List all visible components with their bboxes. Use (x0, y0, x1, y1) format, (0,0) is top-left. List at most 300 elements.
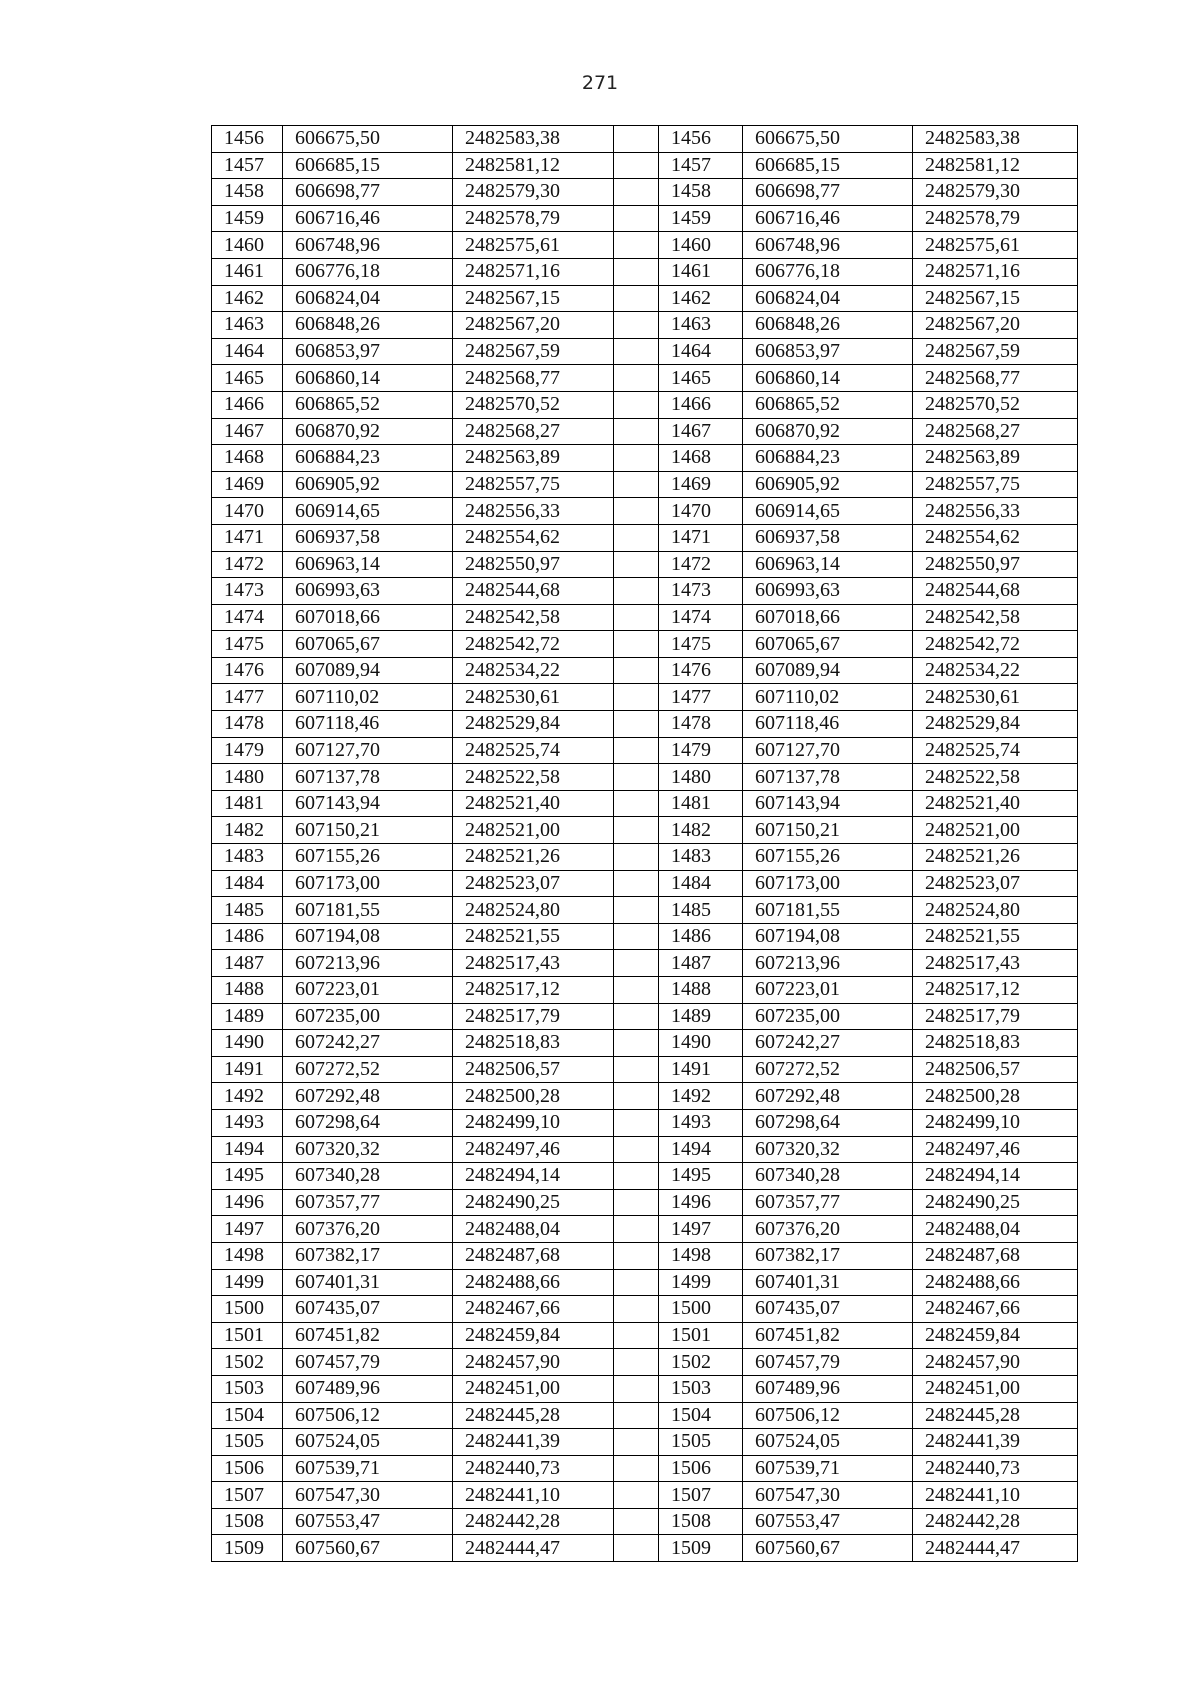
table-row (212, 1003, 1078, 1030)
x-coordinate-left: 607451,82 (283, 1322, 453, 1349)
y-coordinate-right: 2482488,04 (913, 1216, 1078, 1243)
table-row (212, 977, 1078, 1004)
table-row (212, 711, 1078, 738)
point-number-right: 1500 (659, 1296, 743, 1323)
y-coordinate-left: 2482457,90 (453, 1349, 614, 1376)
point-number-left: 1471 (212, 524, 283, 551)
point-number-left: 1487 (212, 950, 283, 977)
empty-separator-cell (614, 1455, 659, 1482)
empty-separator-cell (614, 950, 659, 977)
table-row (212, 1296, 1078, 1323)
point-number-right: 1498 (659, 1242, 743, 1269)
point-number-left: 1492 (212, 1083, 283, 1110)
table-row (212, 1482, 1078, 1509)
empty-separator-cell (614, 391, 659, 418)
table-row (212, 338, 1078, 365)
x-coordinate-right: 607127,70 (743, 737, 913, 764)
empty-separator-cell (614, 445, 659, 472)
x-coordinate-right: 607272,52 (743, 1056, 913, 1083)
x-coordinate-right: 606824,04 (743, 285, 913, 312)
y-coordinate-left: 2482451,00 (453, 1375, 614, 1402)
table-row (212, 631, 1078, 658)
empty-separator-cell (614, 977, 659, 1004)
y-coordinate-left: 2482497,46 (453, 1136, 614, 1163)
y-coordinate-right: 2482521,40 (913, 790, 1078, 817)
empty-separator-cell (614, 1296, 659, 1323)
y-coordinate-left: 2482529,84 (453, 711, 614, 738)
x-coordinate-right: 607194,08 (743, 923, 913, 950)
y-coordinate-right: 2482568,27 (913, 418, 1078, 445)
y-coordinate-left: 2482556,33 (453, 498, 614, 525)
x-coordinate-left: 607242,27 (283, 1030, 453, 1057)
y-coordinate-left: 2482517,12 (453, 977, 614, 1004)
point-number-left: 1500 (212, 1296, 283, 1323)
x-coordinate-right: 606748,96 (743, 232, 913, 259)
table-row (212, 737, 1078, 764)
point-number-right: 1485 (659, 897, 743, 924)
y-coordinate-right: 2482529,84 (913, 711, 1078, 738)
point-number-left: 1460 (212, 232, 283, 259)
y-coordinate-left: 2482570,52 (453, 391, 614, 418)
x-coordinate-right: 606914,65 (743, 498, 913, 525)
point-number-right: 1464 (659, 338, 743, 365)
point-number-left: 1485 (212, 897, 283, 924)
y-coordinate-right: 2482499,10 (913, 1109, 1078, 1136)
empty-separator-cell (614, 338, 659, 365)
x-coordinate-right: 607489,96 (743, 1375, 913, 1402)
x-coordinate-right: 607235,00 (743, 1003, 913, 1030)
empty-separator-cell (614, 897, 659, 924)
table-row (212, 1508, 1078, 1535)
empty-separator-cell (614, 418, 659, 445)
point-number-right: 1470 (659, 498, 743, 525)
table-row (212, 870, 1078, 897)
empty-separator-cell (614, 1083, 659, 1110)
empty-separator-cell (614, 1269, 659, 1296)
empty-separator-cell (614, 1136, 659, 1163)
y-coordinate-left: 2482542,58 (453, 604, 614, 631)
point-number-left: 1481 (212, 790, 283, 817)
point-number-right: 1494 (659, 1136, 743, 1163)
table-row (212, 365, 1078, 392)
table-row (212, 657, 1078, 684)
y-coordinate-right: 2482563,89 (913, 445, 1078, 472)
point-number-left: 1484 (212, 870, 283, 897)
x-coordinate-left: 606824,04 (283, 285, 453, 312)
table-row (212, 1402, 1078, 1429)
y-coordinate-right: 2482570,52 (913, 391, 1078, 418)
empty-separator-cell (614, 790, 659, 817)
x-coordinate-right: 606860,14 (743, 365, 913, 392)
x-coordinate-left: 607272,52 (283, 1056, 453, 1083)
point-number-left: 1486 (212, 923, 283, 950)
x-coordinate-left: 607110,02 (283, 684, 453, 711)
table-row (212, 1109, 1078, 1136)
point-number-right: 1457 (659, 152, 743, 179)
y-coordinate-right: 2482522,58 (913, 764, 1078, 791)
x-coordinate-right: 607340,28 (743, 1163, 913, 1190)
point-number-left: 1472 (212, 551, 283, 578)
empty-separator-cell (614, 604, 659, 631)
x-coordinate-left: 607137,78 (283, 764, 453, 791)
y-coordinate-left: 2482487,68 (453, 1242, 614, 1269)
x-coordinate-left: 606748,96 (283, 232, 453, 259)
y-coordinate-left: 2482554,62 (453, 524, 614, 551)
point-number-right: 1493 (659, 1109, 743, 1136)
y-coordinate-left: 2482571,16 (453, 258, 614, 285)
x-coordinate-left: 607223,01 (283, 977, 453, 1004)
y-coordinate-right: 2482581,12 (913, 152, 1078, 179)
y-coordinate-right: 2482494,14 (913, 1163, 1078, 1190)
x-coordinate-right: 607435,07 (743, 1296, 913, 1323)
x-coordinate-left: 607547,30 (283, 1482, 453, 1509)
empty-separator-cell (614, 232, 659, 259)
table-row (212, 179, 1078, 206)
table-row (212, 923, 1078, 950)
table-row (212, 1242, 1078, 1269)
table-row (212, 684, 1078, 711)
point-number-left: 1475 (212, 631, 283, 658)
empty-separator-cell (614, 870, 659, 897)
point-number-left: 1476 (212, 657, 283, 684)
x-coordinate-left: 607376,20 (283, 1216, 453, 1243)
x-coordinate-left: 607539,71 (283, 1455, 453, 1482)
table-row (212, 1455, 1078, 1482)
x-coordinate-left: 606914,65 (283, 498, 453, 525)
empty-separator-cell (614, 1242, 659, 1269)
table-row (212, 817, 1078, 844)
x-coordinate-right: 607242,27 (743, 1030, 913, 1057)
empty-separator-cell (614, 551, 659, 578)
y-coordinate-left: 2482534,22 (453, 657, 614, 684)
y-coordinate-right: 2482523,07 (913, 870, 1078, 897)
y-coordinate-right: 2482524,80 (913, 897, 1078, 924)
point-number-left: 1503 (212, 1375, 283, 1402)
y-coordinate-right: 2482571,16 (913, 258, 1078, 285)
y-coordinate-right: 2482578,79 (913, 205, 1078, 232)
y-coordinate-left: 2482563,89 (453, 445, 614, 472)
y-coordinate-right: 2482542,58 (913, 604, 1078, 631)
x-coordinate-right: 606675,50 (743, 126, 913, 153)
table-row (212, 844, 1078, 871)
y-coordinate-right: 2482550,97 (913, 551, 1078, 578)
x-coordinate-left: 606993,63 (283, 578, 453, 605)
x-coordinate-right: 606716,46 (743, 205, 913, 232)
y-coordinate-right: 2482500,28 (913, 1083, 1078, 1110)
x-coordinate-left: 607506,12 (283, 1402, 453, 1429)
point-number-right: 1505 (659, 1429, 743, 1456)
point-number-right: 1473 (659, 578, 743, 605)
y-coordinate-left: 2482518,83 (453, 1030, 614, 1057)
table-row (212, 1056, 1078, 1083)
y-coordinate-right: 2482517,12 (913, 977, 1078, 1004)
y-coordinate-left: 2482568,77 (453, 365, 614, 392)
point-number-right: 1503 (659, 1375, 743, 1402)
point-number-right: 1508 (659, 1508, 743, 1535)
y-coordinate-left: 2482567,15 (453, 285, 614, 312)
point-number-left: 1473 (212, 578, 283, 605)
y-coordinate-right: 2482521,55 (913, 923, 1078, 950)
x-coordinate-left: 607143,94 (283, 790, 453, 817)
y-coordinate-left: 2482490,25 (453, 1189, 614, 1216)
y-coordinate-right: 2482518,83 (913, 1030, 1078, 1057)
x-coordinate-right: 606905,92 (743, 471, 913, 498)
empty-separator-cell (614, 684, 659, 711)
point-number-left: 1482 (212, 817, 283, 844)
y-coordinate-left: 2482524,80 (453, 897, 614, 924)
point-number-left: 1477 (212, 684, 283, 711)
x-coordinate-left: 607401,31 (283, 1269, 453, 1296)
empty-separator-cell (614, 258, 659, 285)
x-coordinate-left: 607089,94 (283, 657, 453, 684)
empty-separator-cell (614, 126, 659, 153)
point-number-right: 1478 (659, 711, 743, 738)
point-number-left: 1488 (212, 977, 283, 1004)
point-number-left: 1494 (212, 1136, 283, 1163)
point-number-left: 1480 (212, 764, 283, 791)
x-coordinate-left: 606675,50 (283, 126, 453, 153)
empty-separator-cell (614, 312, 659, 339)
y-coordinate-right: 2482534,22 (913, 657, 1078, 684)
table-row (212, 126, 1078, 153)
table-row (212, 604, 1078, 631)
y-coordinate-right: 2482583,38 (913, 126, 1078, 153)
point-number-right: 1459 (659, 205, 743, 232)
y-coordinate-right: 2482457,90 (913, 1349, 1078, 1376)
y-coordinate-left: 2482442,28 (453, 1508, 614, 1535)
x-coordinate-right: 607547,30 (743, 1482, 913, 1509)
x-coordinate-left: 607340,28 (283, 1163, 453, 1190)
x-coordinate-left: 607018,66 (283, 604, 453, 631)
empty-separator-cell (614, 1163, 659, 1190)
y-coordinate-right: 2482451,00 (913, 1375, 1078, 1402)
y-coordinate-right: 2482517,79 (913, 1003, 1078, 1030)
y-coordinate-left: 2482459,84 (453, 1322, 614, 1349)
point-number-left: 1465 (212, 365, 283, 392)
x-coordinate-right: 607376,20 (743, 1216, 913, 1243)
x-coordinate-right: 607110,02 (743, 684, 913, 711)
x-coordinate-left: 607155,26 (283, 844, 453, 871)
point-number-right: 1509 (659, 1535, 743, 1562)
point-number-left: 1470 (212, 498, 283, 525)
point-number-right: 1458 (659, 179, 743, 206)
point-number-right: 1492 (659, 1083, 743, 1110)
x-coordinate-right: 607118,46 (743, 711, 913, 738)
y-coordinate-left: 2482440,73 (453, 1455, 614, 1482)
y-coordinate-right: 2482506,57 (913, 1056, 1078, 1083)
x-coordinate-left: 607524,05 (283, 1429, 453, 1456)
table-row (212, 312, 1078, 339)
empty-separator-cell (614, 844, 659, 871)
x-coordinate-left: 606865,52 (283, 391, 453, 418)
x-coordinate-left: 607292,48 (283, 1083, 453, 1110)
y-coordinate-left: 2482521,26 (453, 844, 614, 871)
x-coordinate-right: 607553,47 (743, 1508, 913, 1535)
point-number-right: 1482 (659, 817, 743, 844)
empty-separator-cell (614, 817, 659, 844)
y-coordinate-left: 2482525,74 (453, 737, 614, 764)
x-coordinate-right: 606993,63 (743, 578, 913, 605)
x-coordinate-right: 606937,58 (743, 524, 913, 551)
empty-separator-cell (614, 1349, 659, 1376)
point-number-left: 1495 (212, 1163, 283, 1190)
x-coordinate-left: 606884,23 (283, 445, 453, 472)
point-number-left: 1504 (212, 1402, 283, 1429)
y-coordinate-left: 2482445,28 (453, 1402, 614, 1429)
point-number-left: 1464 (212, 338, 283, 365)
empty-separator-cell (614, 365, 659, 392)
empty-separator-cell (614, 631, 659, 658)
point-number-right: 1463 (659, 312, 743, 339)
y-coordinate-left: 2482506,57 (453, 1056, 614, 1083)
y-coordinate-left: 2482550,97 (453, 551, 614, 578)
x-coordinate-left: 607382,17 (283, 1242, 453, 1269)
point-number-right: 1484 (659, 870, 743, 897)
empty-separator-cell (614, 1429, 659, 1456)
point-number-right: 1495 (659, 1163, 743, 1190)
point-number-left: 1467 (212, 418, 283, 445)
table-row (212, 1535, 1078, 1562)
point-number-left: 1509 (212, 1535, 283, 1562)
x-coordinate-right: 607357,77 (743, 1189, 913, 1216)
y-coordinate-left: 2482521,55 (453, 923, 614, 950)
x-coordinate-right: 607401,31 (743, 1269, 913, 1296)
x-coordinate-left: 607435,07 (283, 1296, 453, 1323)
table-row (212, 205, 1078, 232)
point-number-left: 1456 (212, 126, 283, 153)
point-number-right: 1465 (659, 365, 743, 392)
point-number-left: 1497 (212, 1216, 283, 1243)
x-coordinate-right: 606698,77 (743, 179, 913, 206)
point-number-right: 1489 (659, 1003, 743, 1030)
table-row (212, 790, 1078, 817)
table-row (212, 578, 1078, 605)
table-row (212, 764, 1078, 791)
y-coordinate-left: 2482521,00 (453, 817, 614, 844)
point-number-right: 1475 (659, 631, 743, 658)
point-number-left: 1466 (212, 391, 283, 418)
point-number-right: 1490 (659, 1030, 743, 1057)
x-coordinate-right: 607451,82 (743, 1322, 913, 1349)
table-row (212, 152, 1078, 179)
point-number-right: 1474 (659, 604, 743, 631)
x-coordinate-left: 606860,14 (283, 365, 453, 392)
point-number-left: 1463 (212, 312, 283, 339)
point-number-left: 1490 (212, 1030, 283, 1057)
y-coordinate-right: 2482467,66 (913, 1296, 1078, 1323)
y-coordinate-left: 2482488,66 (453, 1269, 614, 1296)
y-coordinate-right: 2482575,61 (913, 232, 1078, 259)
point-number-left: 1478 (212, 711, 283, 738)
y-coordinate-right: 2482530,61 (913, 684, 1078, 711)
table-row (212, 1375, 1078, 1402)
point-number-right: 1461 (659, 258, 743, 285)
y-coordinate-right: 2482440,73 (913, 1455, 1078, 1482)
coordinates-table-body (212, 126, 1078, 1562)
table-row (212, 1189, 1078, 1216)
point-number-right: 1479 (659, 737, 743, 764)
x-coordinate-right: 606884,23 (743, 445, 913, 472)
point-number-left: 1493 (212, 1109, 283, 1136)
y-coordinate-left: 2482567,59 (453, 338, 614, 365)
y-coordinate-left: 2482494,14 (453, 1163, 614, 1190)
point-number-left: 1474 (212, 604, 283, 631)
empty-separator-cell (614, 711, 659, 738)
empty-separator-cell (614, 1482, 659, 1509)
y-coordinate-right: 2482488,66 (913, 1269, 1078, 1296)
x-coordinate-right: 607320,32 (743, 1136, 913, 1163)
table-row (212, 1429, 1078, 1456)
y-coordinate-left: 2482517,43 (453, 950, 614, 977)
x-coordinate-right: 606865,52 (743, 391, 913, 418)
x-coordinate-right: 607539,71 (743, 1455, 913, 1482)
point-number-right: 1481 (659, 790, 743, 817)
point-number-right: 1488 (659, 977, 743, 1004)
y-coordinate-right: 2482517,43 (913, 950, 1078, 977)
y-coordinate-right: 2482490,25 (913, 1189, 1078, 1216)
y-coordinate-right: 2482525,74 (913, 737, 1078, 764)
point-number-right: 1468 (659, 445, 743, 472)
point-number-right: 1504 (659, 1402, 743, 1429)
empty-separator-cell (614, 737, 659, 764)
x-coordinate-right: 607382,17 (743, 1242, 913, 1269)
y-coordinate-left: 2482542,72 (453, 631, 614, 658)
point-number-right: 1471 (659, 524, 743, 551)
page-number: 271 (581, 72, 619, 94)
point-number-left: 1469 (212, 471, 283, 498)
point-number-right: 1499 (659, 1269, 743, 1296)
y-coordinate-left: 2482579,30 (453, 179, 614, 206)
point-number-right: 1507 (659, 1482, 743, 1509)
y-coordinate-left: 2482500,28 (453, 1083, 614, 1110)
empty-separator-cell (614, 1003, 659, 1030)
x-coordinate-right: 607065,67 (743, 631, 913, 658)
y-coordinate-left: 2482441,10 (453, 1482, 614, 1509)
x-coordinate-left: 607150,21 (283, 817, 453, 844)
x-coordinate-right: 607155,26 (743, 844, 913, 871)
empty-separator-cell (614, 1109, 659, 1136)
x-coordinate-left: 607127,70 (283, 737, 453, 764)
point-number-left: 1496 (212, 1189, 283, 1216)
x-coordinate-left: 607235,00 (283, 1003, 453, 1030)
y-coordinate-left: 2482530,61 (453, 684, 614, 711)
x-coordinate-right: 607560,67 (743, 1535, 913, 1562)
x-coordinate-right: 607524,05 (743, 1429, 913, 1456)
point-number-right: 1460 (659, 232, 743, 259)
table-row (212, 1083, 1078, 1110)
x-coordinate-right: 606870,92 (743, 418, 913, 445)
x-coordinate-right: 607457,79 (743, 1349, 913, 1376)
empty-separator-cell (614, 657, 659, 684)
table-row (212, 232, 1078, 259)
empty-separator-cell (614, 1535, 659, 1562)
x-coordinate-right: 606848,26 (743, 312, 913, 339)
x-coordinate-right: 607506,12 (743, 1402, 913, 1429)
point-number-left: 1479 (212, 737, 283, 764)
x-coordinate-right: 607298,64 (743, 1109, 913, 1136)
table-row (212, 445, 1078, 472)
point-number-left: 1461 (212, 258, 283, 285)
x-coordinate-left: 606848,26 (283, 312, 453, 339)
y-coordinate-right: 2482521,26 (913, 844, 1078, 871)
y-coordinate-left: 2482557,75 (453, 471, 614, 498)
y-coordinate-right: 2482442,28 (913, 1508, 1078, 1535)
empty-separator-cell (614, 1030, 659, 1057)
y-coordinate-left: 2482544,68 (453, 578, 614, 605)
point-number-right: 1501 (659, 1322, 743, 1349)
table-row (212, 471, 1078, 498)
y-coordinate-left: 2482583,38 (453, 126, 614, 153)
